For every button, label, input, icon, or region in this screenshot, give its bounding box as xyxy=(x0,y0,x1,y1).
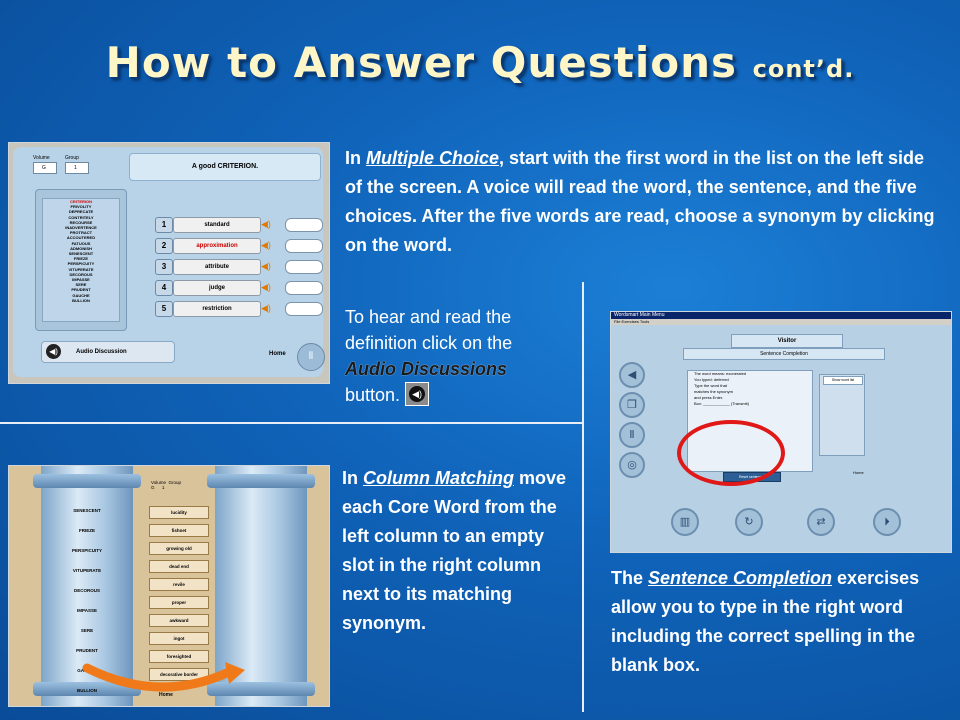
answer-field[interactable] xyxy=(285,239,323,253)
mc-intro: In xyxy=(345,148,366,168)
list-item[interactable]: VITUPERATE xyxy=(68,266,94,272)
panel-line: The word means: exonerated xyxy=(694,371,747,376)
title-main: How to Answer Questions xyxy=(105,38,737,87)
list-item[interactable]: FATUOUS xyxy=(71,240,91,246)
home-label[interactable]: Home xyxy=(159,692,173,698)
synonym-slot[interactable]: revile xyxy=(149,578,209,591)
sentence-completion-screenshot xyxy=(610,311,952,553)
speaker-icon[interactable]: ◀ xyxy=(619,362,645,388)
column-matching-term: Column Matching xyxy=(363,468,514,488)
chart-icon[interactable]: ▥ xyxy=(671,508,699,536)
right-pillar-top xyxy=(207,474,315,488)
list-item[interactable]: ACCOUTERED xyxy=(66,235,96,241)
choice-button[interactable]: restriction xyxy=(173,301,261,317)
cm-body: move each Core Word from the left column to an empty slot in the right column next to its matching synonym. xyxy=(342,468,567,633)
home-label[interactable]: Home xyxy=(853,470,864,475)
volume-box[interactable]: G xyxy=(33,162,57,174)
core-word[interactable]: BULLION xyxy=(77,688,97,693)
question-heading: A good CRITERION. xyxy=(129,153,321,181)
core-word[interactable]: PRUDENT xyxy=(76,648,98,653)
answer-box[interactable]: Box: ____________ (Transmit) xyxy=(694,401,749,406)
multiple-choice-screenshot xyxy=(8,142,330,384)
speaker-icon[interactable]: ◀) xyxy=(261,261,271,271)
forward-icon[interactable]: ⏵ xyxy=(873,508,901,536)
visitor-label: Visitor xyxy=(731,334,843,348)
choice-button[interactable]: judge xyxy=(173,280,261,296)
left-pillar-top xyxy=(33,474,141,488)
panel-line: and press Enter. xyxy=(694,395,724,400)
choice-button[interactable]: attribute xyxy=(173,259,261,275)
sentence-completion-term: Sentence Completion xyxy=(648,568,833,588)
audio-note xyxy=(345,304,575,408)
divider-vertical xyxy=(582,282,584,712)
choice-number: 3 xyxy=(155,259,173,275)
refresh-icon[interactable]: ↻ xyxy=(735,508,763,536)
answer-field[interactable] xyxy=(285,302,323,316)
synonym-slot[interactable]: proper xyxy=(149,596,209,609)
group-label: Group xyxy=(65,155,79,161)
list-item[interactable]: INADVERTENCE xyxy=(65,225,97,231)
audio-discussions-term: Audio Discussions xyxy=(345,359,508,379)
word-list-panel xyxy=(35,189,127,331)
audio-button-icon: ◀) xyxy=(405,382,429,406)
audio-note-line: To hear and read the xyxy=(345,307,512,327)
list-item[interactable]: PERSPICUITY xyxy=(67,261,95,267)
highlight-circle xyxy=(677,420,785,486)
reset-button[interactable]: Reset sentences xyxy=(723,472,781,482)
shuffle-icon[interactable]: ⇄ xyxy=(807,508,835,536)
volume-label: Volume xyxy=(33,155,50,161)
column-matching-text xyxy=(342,464,578,638)
mc-frame xyxy=(13,147,323,377)
audio-discussion-label: Audio Discussion xyxy=(76,349,127,355)
answer-field[interactable] xyxy=(285,260,323,274)
synonym-slot[interactable]: growing old xyxy=(149,542,209,555)
target-icon[interactable]: ◎ xyxy=(619,452,645,478)
synonym-slot[interactable]: awkward xyxy=(149,614,209,627)
list-item[interactable]: SENESCENT xyxy=(68,251,94,257)
synonym-slot[interactable]: fishnet xyxy=(149,524,209,537)
core-word[interactable]: SENESCENT xyxy=(73,508,101,513)
sc-intro: The xyxy=(611,568,649,588)
list-item[interactable]: FRIEZE xyxy=(73,256,89,262)
synonym-slot[interactable]: dead end xyxy=(149,560,209,573)
audio-note-line: definition click on the xyxy=(345,333,513,353)
choice-number: 5 xyxy=(155,301,173,317)
core-word[interactable]: IMPASSE xyxy=(77,608,97,613)
word-list xyxy=(42,198,120,322)
sc-body: exercises allow you to type in the right word including the correct spelling in the blank box. xyxy=(611,568,920,675)
core-word[interactable]: PERSPICUITY xyxy=(71,548,102,553)
home-button[interactable]: ⦀ xyxy=(297,343,325,371)
synonym-slot[interactable]: decorative border xyxy=(149,668,209,681)
synonym-slot[interactable]: lucidity xyxy=(149,506,209,519)
word-list-panel xyxy=(819,374,865,456)
core-word[interactable]: GAUCHE xyxy=(77,668,97,673)
list-item[interactable]: FRIVOLITY xyxy=(70,204,92,210)
list-item[interactable]: CRITERION xyxy=(70,199,92,204)
multiple-choice-term: Multiple Choice xyxy=(366,148,500,168)
show-word-list-button[interactable]: Show word list xyxy=(823,376,863,385)
pause-icon[interactable]: Ⅱ xyxy=(619,422,645,448)
list-item[interactable]: RECOURSE xyxy=(69,219,93,225)
choice-button[interactable]: approximation xyxy=(173,238,261,254)
core-word[interactable]: VITUPERATE xyxy=(72,568,102,573)
core-word[interactable]: DECOROUS xyxy=(73,588,100,593)
mc-body: , start with the first word in the list on the left side of the screen. A voice will read the word, the sentence, and the five choices. After the five words are read, choose a synonym by clicking on the word. xyxy=(345,148,935,255)
core-word[interactable]: SERE xyxy=(80,628,94,633)
divider-horizontal xyxy=(0,422,582,424)
layers-icon[interactable]: ❐ xyxy=(619,392,645,418)
cm-intro: In xyxy=(342,468,363,488)
list-item[interactable]: DECOROUS xyxy=(69,271,93,277)
group-box[interactable]: 1 xyxy=(65,162,89,174)
core-word[interactable]: FRIEZE xyxy=(78,528,95,533)
sentence-completion-text xyxy=(611,564,941,680)
audio-note-line: button. xyxy=(345,385,401,405)
choice-number: 4 xyxy=(155,280,173,296)
volume-group-labels: Volume Group G 1 xyxy=(151,480,182,490)
choice-number: 2 xyxy=(155,238,173,254)
list-item[interactable]: ADMONISH xyxy=(70,245,92,251)
home-label: Home xyxy=(269,351,286,357)
speaker-icon[interactable]: ◀) xyxy=(261,282,271,292)
column-matching-screenshot xyxy=(8,465,330,707)
choice-number: 1 xyxy=(155,217,173,233)
panel-line: Type the word that xyxy=(694,383,727,388)
list-item[interactable]: DEPRECATE xyxy=(68,209,94,215)
list-item[interactable]: IMPASSE xyxy=(72,277,90,283)
synonym-slot[interactable]: foresighted xyxy=(149,650,209,663)
list-item[interactable]: PROTRACT xyxy=(69,230,93,236)
answer-field[interactable] xyxy=(285,218,323,232)
list-item[interactable]: CONTRITELY xyxy=(68,214,94,220)
title-suffix: cont’d. xyxy=(752,55,855,83)
list-item[interactable]: SERE xyxy=(75,282,87,288)
speaker-icon[interactable]: ◀) xyxy=(261,240,271,250)
panel-line: matches the synonym xyxy=(694,389,733,394)
synonym-slot[interactable]: ingot xyxy=(149,632,209,645)
panel-line: You typed: deferred xyxy=(694,377,729,382)
list-item[interactable]: BULLION xyxy=(72,297,90,303)
speaker-icon[interactable]: ◀) xyxy=(261,303,271,313)
window-title: Wordsmart Main Menu xyxy=(611,312,952,319)
audio-discussion-button[interactable] xyxy=(41,341,175,363)
multiple-choice-text xyxy=(345,144,945,260)
choice-button[interactable]: standard xyxy=(173,217,261,233)
exercise-heading: Sentence Completion xyxy=(683,348,885,360)
slide-title xyxy=(0,38,960,87)
list-item[interactable]: GAUCHE xyxy=(72,292,90,298)
list-item[interactable]: PRUDENT xyxy=(71,287,91,293)
speaker-icon[interactable]: ◀) xyxy=(261,219,271,229)
speaker-icon: ◀) xyxy=(46,344,61,359)
answer-field[interactable] xyxy=(285,281,323,295)
menu-bar[interactable]: File Exercises Tools xyxy=(611,319,952,325)
